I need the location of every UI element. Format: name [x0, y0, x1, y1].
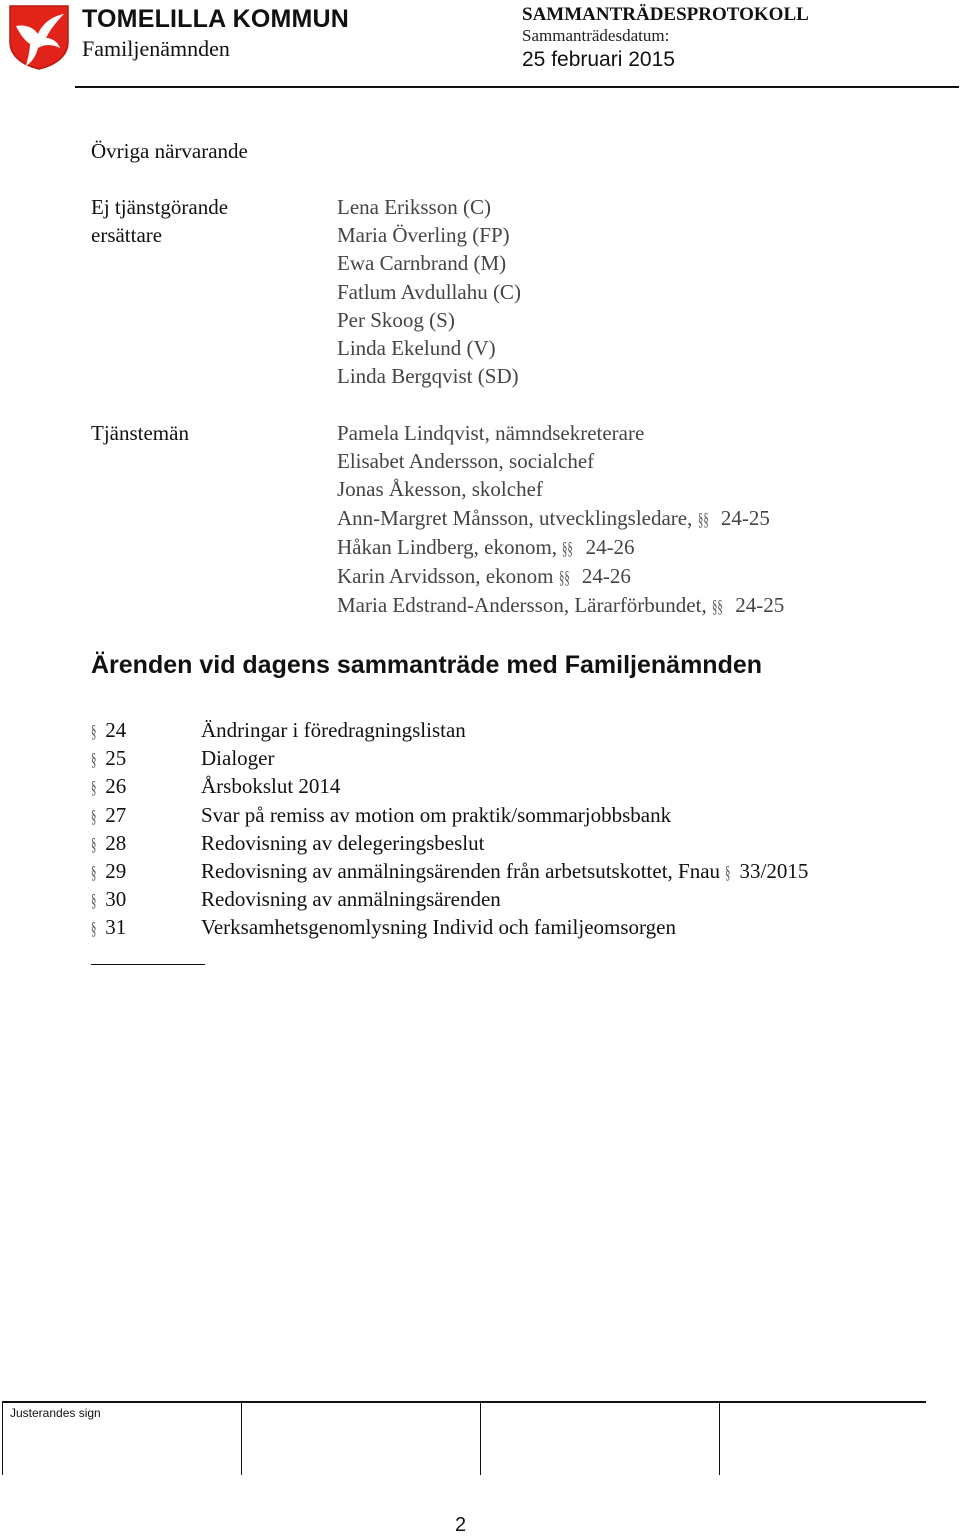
list-item: Per Skoog (S)	[337, 307, 455, 332]
paragraph-sign-icon: §	[91, 833, 97, 854]
paragraph-sign-icon: §§	[711, 596, 723, 617]
municipality-logo	[8, 4, 70, 70]
paragraph-sign-icon: §§	[558, 567, 570, 588]
substitutes-list	[337, 193, 521, 390]
signature-cell	[480, 1403, 481, 1475]
list-item: Karin Arvidsson, ekonom §§ 24-26	[337, 562, 784, 591]
list-item: Linda Ekelund (V)	[337, 336, 496, 361]
page-number: 2	[455, 1514, 467, 1536]
signature-cell	[719, 1403, 720, 1475]
meeting-date: 25 februari 2015	[522, 48, 675, 71]
substitutes-label: Ej tjänstgörande ersättare	[91, 195, 229, 248]
department-name: Familjenämnden	[82, 36, 230, 61]
officials-list	[337, 419, 784, 620]
paragraph-sign-icon: §§	[697, 508, 709, 529]
signature-cell	[241, 1403, 242, 1475]
end-rule	[91, 964, 205, 965]
paragraph-range: 24-25	[735, 593, 785, 618]
signature-box	[2, 1401, 926, 1475]
list-item: Linda Bergqvist (SD)	[337, 364, 519, 389]
list-item: Fatlum Avdullahu (C)	[337, 279, 521, 304]
paragraph-sign-icon: §	[91, 777, 97, 798]
signature-cell	[2, 1403, 3, 1475]
section-title-other-present: Övriga närvarande	[91, 139, 248, 163]
paragraph-sign-icon: §	[91, 721, 97, 741]
document-type: SAMMANTRÄDESPROTOKOLL	[522, 4, 809, 25]
paragraph-range: 24-25	[720, 505, 770, 530]
meeting-date-label: Sammanträdesdatum:	[522, 26, 670, 45]
list-item: Maria Överling (FP)	[337, 223, 510, 248]
list-item: Ann-Margret Månsson, utvecklingsledare, §§ 24-25	[337, 504, 784, 533]
paragraph-range: 24-26	[585, 534, 635, 559]
paragraph-sign-icon: §	[91, 861, 97, 882]
paragraph-sign-icon: §	[91, 890, 97, 911]
paragraph-range: 24-26	[581, 564, 631, 589]
officials-label: Tjänstemän	[91, 421, 189, 445]
list-item: Lena Eriksson (C)	[337, 195, 491, 219]
organization-name: TOMELILLA KOMMUN	[82, 5, 350, 33]
agenda-heading: Ärenden vid dagens sammanträde med Familjenämnden	[91, 651, 763, 679]
paragraph-sign-icon: §	[725, 861, 731, 882]
list-item: Håkan Lindberg, ekonom, §§ 24-26	[337, 533, 784, 562]
paragraph-sign-icon: §	[91, 805, 97, 826]
signature-label: Justerandes sign	[10, 1406, 101, 1420]
paragraph-sign-icon: §	[91, 918, 97, 939]
list-item: Jonas Åkesson, skolchef	[337, 477, 543, 502]
list-item: Pamela Lindqvist, nämndsekreterare	[337, 421, 645, 445]
list-item: Elisabet Andersson, socialchef	[337, 449, 595, 474]
list-item: Maria Edstrand-Andersson, Lärarförbundet, §§ 24-25	[337, 591, 784, 620]
paragraph-sign-icon: §	[91, 749, 97, 770]
paragraph-sign-icon: §§	[562, 537, 574, 558]
header-divider	[75, 86, 959, 88]
list-item: Ewa Carnbrand (M)	[337, 251, 507, 276]
